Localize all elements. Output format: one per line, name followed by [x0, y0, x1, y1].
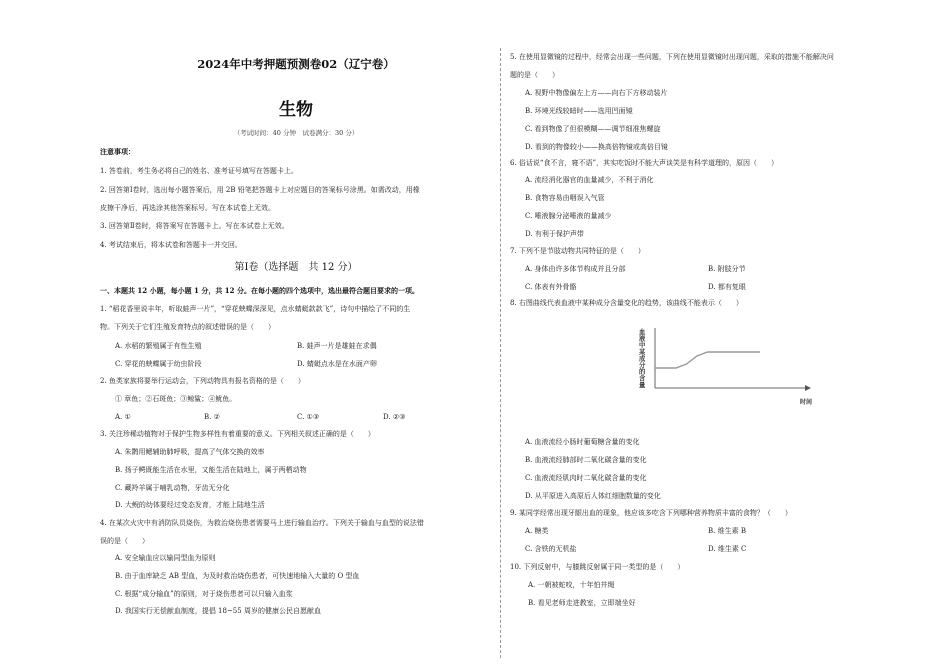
question-1-line-2: 物。下列关于它们生殖发育特点的叙述错误的是（ ） — [100, 323, 275, 331]
q2-option-d: D. ②③ — [383, 413, 406, 421]
question-3: 3. 关注珍稀动植物对于保护生物多样性有着重要的意义。下列相关叙述正确的是（ ） — [100, 430, 375, 438]
q7-option-b: B. 附肢分节 — [708, 265, 746, 273]
section-title: 第Ⅰ卷（选择题 共 12 分） — [234, 262, 358, 273]
question-2-items: ① 章鱼；②石斑鱼；③鲸鲨；④鱿鱼。 — [115, 395, 237, 403]
exam-info: （考试时间：40 分钟 试卷满分：30 分） — [233, 129, 359, 137]
q1-option-a: A. 水稻的繁殖属于有性生殖 — [115, 342, 202, 350]
chart-y-label-char: 成 — [639, 355, 646, 363]
q7-option-c: C. 体表有外骨骼 — [525, 283, 577, 291]
question-5-line-1: 5. 在使用显微镜的过程中，经常会出现一些问题，下列在使用显微镜时出现问题，采取的措施不能解决问 — [510, 53, 834, 61]
question-7: 7. 下列不是节肢动物共同特征的是（ ） — [510, 247, 645, 255]
chart-y-label-char: 某 — [639, 348, 646, 356]
question-2: 2. 鱼类家族将要举行运动会，下列动物具有报名资格的是（ ） — [100, 377, 305, 385]
chart-y-label-char: 血 — [639, 329, 646, 336]
q9-option-a: A. 糖类 — [525, 527, 549, 535]
question-6: 6. 俗话说“食不言，寝不语”，其实吃饭时不能大声谈笑是有科学道理的，原因（ ） — [510, 159, 779, 167]
q3-option-d: D. 大鲵的幼体要经过变态发育，才能上陆地生活 — [115, 501, 265, 509]
q2-option-b: B. ② — [204, 413, 220, 421]
q3-option-a: A. 朱鹮用鳃辅助肺呼吸，提高了气体交换的效率 — [115, 448, 265, 456]
q4-option-c: C. 根据“成分输血”的原则，对于烧伤患者可以只输入血浆 — [115, 590, 293, 598]
chart-x-label: 时间 — [800, 399, 813, 406]
chart-y-label — [639, 327, 646, 389]
q7-option-a: A. 身体由许多体节构成并且分部 — [525, 265, 626, 273]
q4-option-d: D. 我国实行无偿献血制度，提倡 18~55 周岁的健康公民自愿献血 — [115, 607, 321, 615]
subject-title: 生物 — [279, 100, 313, 120]
question-1-line-1: 1. “稻花香里说丰年，听取蛙声一片”，“穿花蛱蝶深深见，点水蜻蜓款款飞”，诗句中描绘了不同的生 — [100, 305, 411, 313]
column-divider — [500, 48, 501, 658]
chart-series-line — [655, 352, 760, 368]
chart-y-label-char: 中 — [639, 342, 646, 350]
q6-option-d: D. 有利于保护声带 — [525, 230, 584, 238]
q10-option-b: B. 看见老师走进教室，立即端坐好 — [528, 599, 636, 607]
q1-option-c: C. 穿花的蛱蝶属于幼虫阶段 — [115, 360, 202, 368]
q5-option-a: A. 视野中物像偏左上方——向右下方移动装片 — [525, 89, 668, 97]
q6-option-b: B. 食物容易由咽误入气管 — [525, 194, 605, 202]
question-4-line-1: 4. 在某次火灾中有消防队员烧伤，为救治烧伤患者需要马上进行输血治疗。下列关于输血与血型的说法错 — [100, 519, 424, 527]
q6-option-a: A. 流经消化器官的血量减少，不利于消化 — [525, 176, 654, 184]
note-item: 3. 回答第Ⅱ卷时，将答案写在答题卡上。写在本试卷上无效。 — [100, 222, 289, 230]
q9-option-b: B. 维生素 B — [708, 527, 746, 535]
q5-option-c: C. 看到物像了但很模糊——调节细准焦螺旋 — [525, 125, 661, 133]
chart-y-label-char: 分 — [639, 362, 646, 369]
chart-y-label-char: 液 — [639, 335, 646, 343]
q2-option-a: A. ① — [115, 413, 131, 421]
q1-option-d: D. 蜻蜓点水是在水面产卵 — [297, 360, 377, 368]
q3-option-b: B. 扬子鳄既能生活在水里，又能生活在陆地上，属于两栖动物 — [115, 466, 307, 474]
q9-option-d: D. 维生素 C — [708, 545, 747, 553]
question-4-line-2: 误的是（ ） — [100, 537, 149, 545]
note-item: 4. 考试结束后，将本试卷和答题卡一并交回。 — [100, 241, 242, 249]
question-10: 10. 下列反射中，与膝跳反射属于同一类型的是（ ） — [510, 563, 685, 571]
q10-option-a: A. 一朝被蛇咬，十年怕井绳 — [528, 581, 615, 589]
notes-heading: 注意事项： — [100, 147, 135, 156]
q8-option-a: A. 血液流经小肠时葡萄糖含量的变化 — [525, 438, 640, 446]
q3-option-c: C. 藏羚羊属于哺乳动物，牙齿无分化 — [115, 484, 230, 492]
q8-option-d: D. 从平原进入高原后人体红细胞数量的变化 — [525, 492, 661, 500]
q4-option-a: A. 安全输血应以输同型血为原则 — [115, 554, 216, 562]
question-5-line-2: 题的是（ ） — [510, 71, 559, 79]
q8-option-c: C. 血液流经肌肉时二氧化碳含量的变化 — [525, 474, 647, 482]
q8-option-b: B. 血液流经肺部时二氧化碳含量的变化 — [525, 456, 647, 464]
q9-option-c: C. 含铁的无机盐 — [525, 545, 577, 553]
q7-option-d: D. 都有复眼 — [708, 283, 746, 291]
note-item: 2. 回答第Ⅰ卷时，选出每小题答案后，用 2B 铅笔把答题卡上对应题目的答案标号涂黑。如需改动，用橡 — [100, 186, 420, 194]
q6-option-c: C. 唾液腺分泌唾液的量减少 — [525, 212, 612, 220]
q4-option-b: B. 由于血库缺乏 AB 型血，为及时救治烧伤患者，可快速地输入大量的 O 型血 — [115, 572, 360, 580]
question-9: 9. 某同学经常出现牙龈出血的现象，他应该多吃含下列哪种营养物质丰富的食物？（ ） — [510, 509, 792, 517]
chart-y-label-char: 含 — [639, 375, 646, 383]
q5-option-b: B. 环境光线较暗时——选用凹面镜 — [525, 107, 633, 115]
question-8: 8. 右图曲线代表血液中某种成分含量变化的趋势，该曲线不能表示（ ） — [510, 299, 743, 307]
q2-option-c: C. ①③ — [297, 413, 320, 421]
blood-component-chart — [635, 326, 815, 406]
note-item: 1. 答卷前，考生务必将自己的姓名、准考证号填写在答题卡上。 — [100, 167, 298, 175]
chart-y-label-char: 量 — [639, 381, 646, 389]
section-instruction: 一、本题共 12 小题，每小题 1 分，共 12 分。在每小题的四个选项中，选出最符合题目要求的一项。 — [100, 286, 419, 295]
q1-option-b: B. 蛙声一片是雄蛙在求偶 — [297, 342, 377, 350]
chart-y-label-char: 的 — [639, 368, 646, 376]
exam-title: 2024年中考押题预测卷02（辽宁卷） — [197, 57, 395, 71]
chart-x-arrow — [805, 385, 811, 391]
note-item: 皮擦干净后，再选涂其他答案标号。写在本试卷上无效。 — [100, 204, 275, 212]
q5-option-d: D. 看到的物像较小——换高倍物镜或高倍目镜 — [525, 143, 668, 151]
